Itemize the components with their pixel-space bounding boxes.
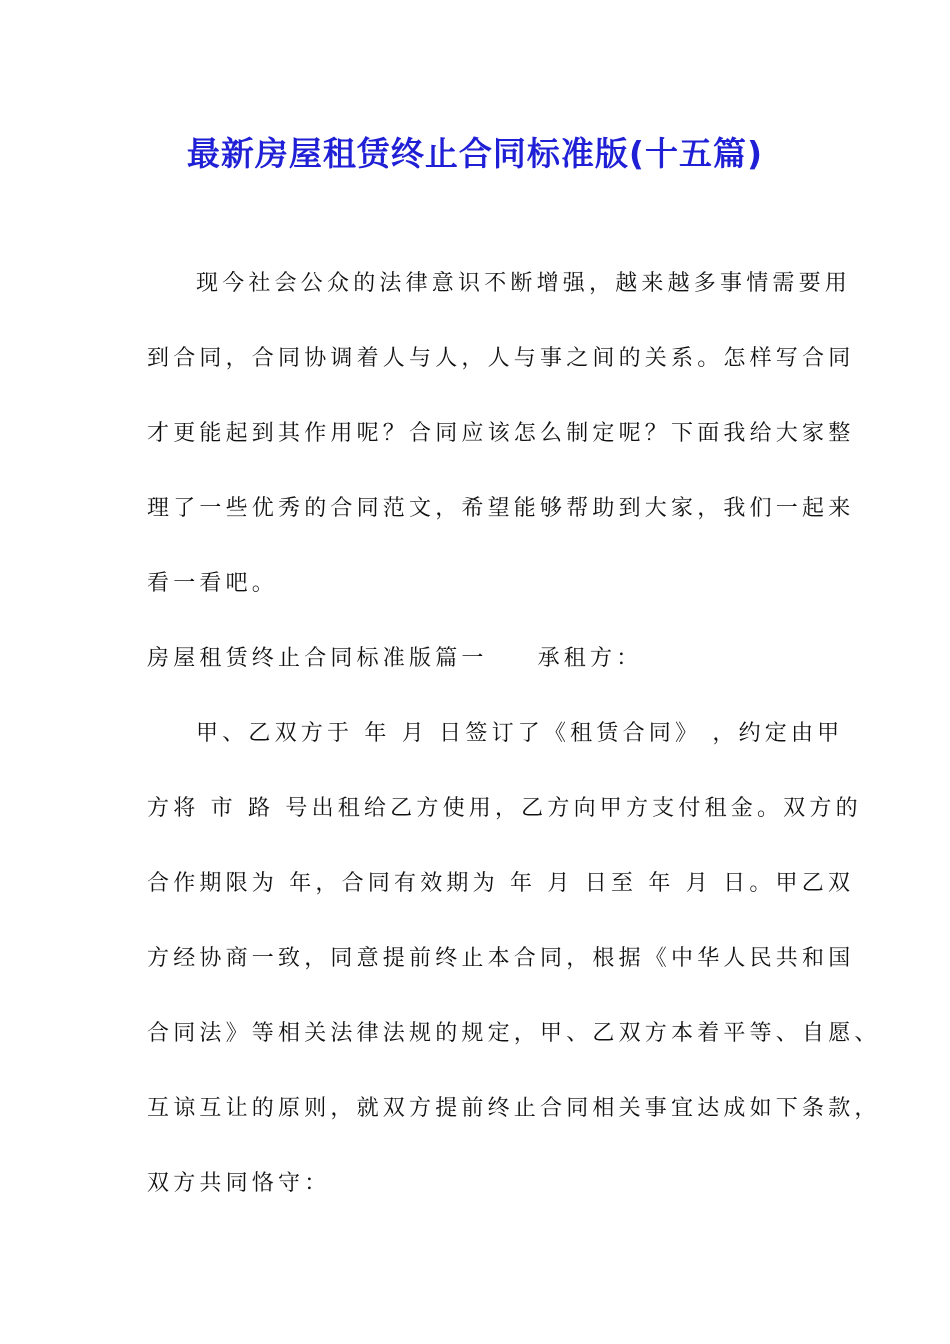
- body-line-2: 方将 市 路 号出租给乙方使用，乙方向甲方支付租金。双方的: [147, 796, 862, 821]
- body-line-4: 方经协商一致，同意提前终止本合同，根据《中华人民共和国: [147, 946, 855, 971]
- section-heading: 房屋租赁终止合同标准版篇一: [147, 646, 488, 671]
- document-title: 最新房屋租赁终止合同标准版(十五篇): [186, 134, 764, 173]
- body-line-5: 合同法》等相关法律法规的规定，甲、乙双方本着平等、自愿、: [147, 1021, 881, 1046]
- intro-line-5: 看一看吧。: [147, 571, 279, 596]
- lessee-label: 承租方：: [537, 646, 643, 671]
- intro-line-3: 才更能起到其作用呢？合同应该怎么制定呢？下面我给大家整: [147, 421, 855, 446]
- body-line-7: 双方共同恪守：: [147, 1171, 331, 1196]
- section-heading-row: [147, 644, 827, 674]
- body-line-3: 合作期限为 年，合同有效期为 年 月 日至 年 月 日。甲乙双: [147, 871, 855, 896]
- body-line-1: 甲、乙双方于 年 月 日签订了《租赁合同》 ，约定由甲: [196, 721, 844, 746]
- intro-line-1: 现今社会公众的法律意识不断增强，越来越多事情需要用: [196, 271, 852, 296]
- body-line-6: 互谅互让的原则，就双方提前终止合同相关事宜达成如下条款，: [147, 1096, 881, 1121]
- intro-line-2: 到合同，合同协调着人与人，人与事之间的关系。怎样写合同: [147, 346, 855, 371]
- intro-line-4: 理了一些优秀的合同范文，希望能够帮助到大家，我们一起来: [147, 496, 855, 521]
